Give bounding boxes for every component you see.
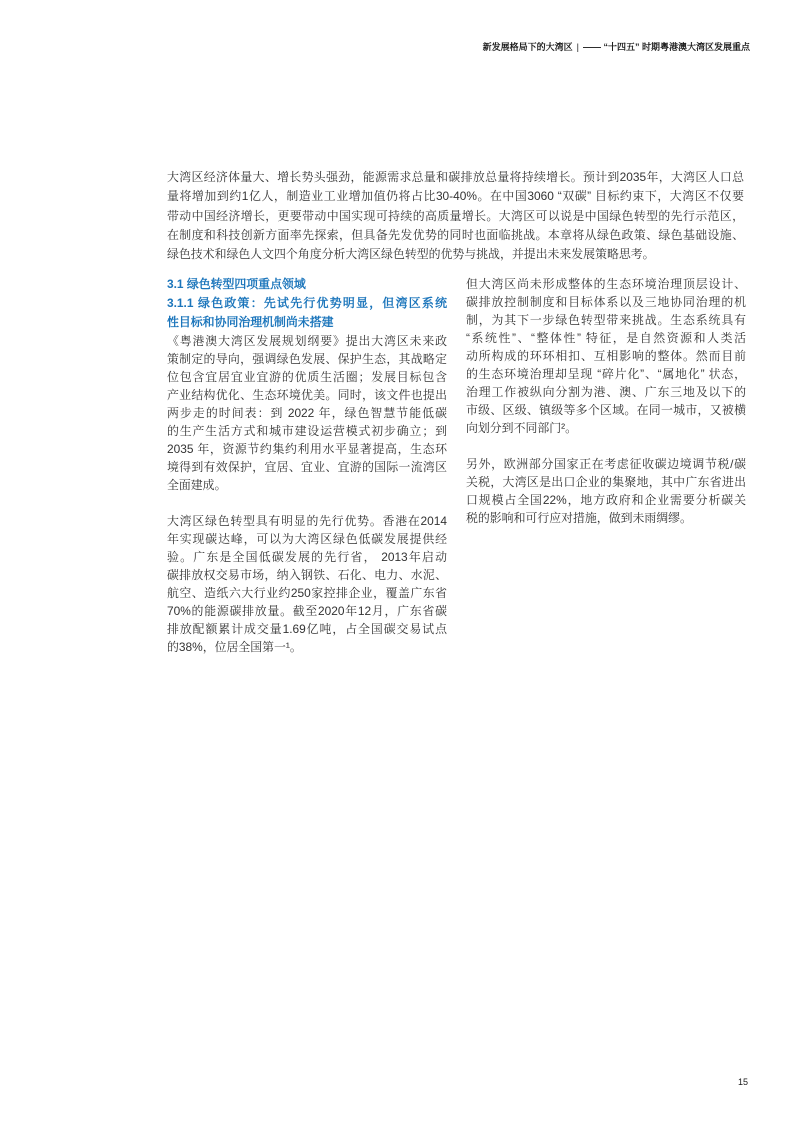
paragraph-line: 验。广东是全国低碳发展的先行省， 2013年启动 — [167, 550, 447, 564]
body-paragraph — [167, 512, 447, 656]
paragraph-line: 策制定的导向，强调绿色发展、保护生态，其战略定 — [167, 352, 447, 366]
body-paragraph — [167, 332, 447, 494]
paragraph-line: 排放配额累计成交量1.69亿吨，占全国碳交易试点 — [167, 622, 447, 636]
paragraph-line: 向划分到不同部门²。 — [466, 421, 577, 435]
paragraph-line: 境得到有效保护，宜居、宜业、宜游的国际一流湾区 — [167, 460, 447, 474]
paragraph-line: 的生态环境治理却呈现 “碎片化”、“属地化” 状态， — [466, 367, 746, 381]
running-header-separator: | — [576, 42, 579, 52]
paragraph-line: “系统性”、“整体性” 特征，是自然资源和人类活 — [466, 331, 746, 345]
paragraph-line: 口规模占全国22%，地方政府和企业需要分析碳关 — [466, 493, 746, 507]
paragraph-line: 两步走的时间表：到 2022 年，绿色智慧节能低碳 — [167, 406, 447, 420]
left-column — [167, 275, 447, 674]
paragraph-line: 全面建成。 — [167, 478, 227, 492]
paragraph-line: 另外，欧洲部分国家正在考虑征收碳边境调节税/碳 — [466, 457, 746, 471]
body-paragraph — [466, 275, 746, 437]
paragraph-line: 市级、区级、镇级等多个区域。在同一城市，又被横 — [466, 403, 746, 417]
paragraph-line: 税的影响和可行应对措施，做到未雨绸缪。 — [466, 511, 692, 525]
running-header-subtitle: —— “十四五” 时期粤港澳大湾区发展重点 — [582, 42, 750, 52]
running-header — [483, 41, 750, 54]
intro-line: 量将增加到约1亿人，制造业工业增加值仍将占比30-40%。在中国3060 “双碳” 目标约束下，大湾区不仅要 — [167, 189, 744, 204]
paragraph-line: 位包含宜居宜业宜游的优质生活圈；发展目标包含 — [167, 370, 447, 384]
subsection-heading-line: 性目标和协同治理机制尚未搭建 — [167, 315, 334, 329]
body-paragraph — [466, 455, 746, 527]
paragraph-line: 产业结构优化、生态环境优美。同时，该文件也提出 — [167, 388, 447, 402]
paragraph-line: 70%的能源碳排放量。截至2020年12月，广东省碳 — [167, 604, 447, 618]
paragraph-line: 大湾区绿色转型具有明显的先行优势。香港在2014 — [167, 514, 447, 528]
section-heading: 3.1 绿色转型四项重点领域 — [167, 277, 306, 291]
running-header-title: 新发展格局下的大湾区 — [482, 42, 573, 52]
paragraph-line: 2035 年，资源节约集约利用水平显著提高，生态环 — [167, 442, 447, 456]
page-number: 15 — [737, 1077, 748, 1087]
paragraph-line: 《粤港澳大湾区发展规划纲要》提出大湾区未来政 — [167, 334, 447, 348]
subsection-heading — [167, 294, 447, 332]
paragraph-line: 关税，大湾区是出口企业的集聚地，其中广东省进出 — [466, 475, 746, 489]
paragraph-line: 航空、造纸六大行业约250家控排企业，覆盖广东省 — [167, 586, 447, 600]
paragraph-line: 年实现碳达峰，可以为大湾区绿色低碳发展提供经 — [167, 532, 447, 546]
paragraph-line: 治理工作被纵向分割为港、澳、广东三地及以下的 — [466, 385, 746, 399]
right-column — [466, 275, 746, 545]
paragraph-line: 但大湾区尚未形成整体的生态环境治理顶层设计、 — [466, 277, 746, 291]
intro-line: 在制度和科技创新方面率先探索，但具备先发优势的同时也面临挑战。本章将从绿色政策、绿色基础设施、 — [167, 227, 744, 242]
intro-line: 绿色技术和绿色人文四个角度分析大湾区绿色转型的优势与挑战，并提出未来发展策略思考。 — [167, 247, 655, 261]
paragraph-line: 碳排放控制制度和目标体系以及三地协同治理的机 — [466, 295, 746, 309]
intro-line: 大湾区经济体量大、增长势头强劲，能源需求总量和碳排放总量将持续增长。预计到2035年，大湾区人口总 — [167, 170, 744, 184]
subsection-heading-line: 3.1.1 绿色政策：先试先行优势明显，但湾区系统 — [167, 296, 447, 310]
paragraph-line: 制，为其下一步绿色转型带来挑战。生态系统具有 — [466, 313, 746, 327]
intro-paragraph — [167, 168, 744, 264]
paragraph-line: 碳排放权交易市场，纳入钢铁、石化、电力、水泥、 — [167, 568, 447, 582]
paragraph-line: 动所构成的环环相扣、互相影响的整体。然而目前 — [466, 349, 746, 363]
paragraph-line: 的生产生活方式和城市建设运营模式初步确立；到 — [167, 424, 447, 438]
intro-line: 带动中国经济增长，更要带动中国实现可持续的高质量增长。大湾区可以说是中国绿色转型的先行示范区， — [167, 208, 744, 223]
paragraph-line: 的38%，位居全国第一¹。 — [167, 640, 302, 654]
